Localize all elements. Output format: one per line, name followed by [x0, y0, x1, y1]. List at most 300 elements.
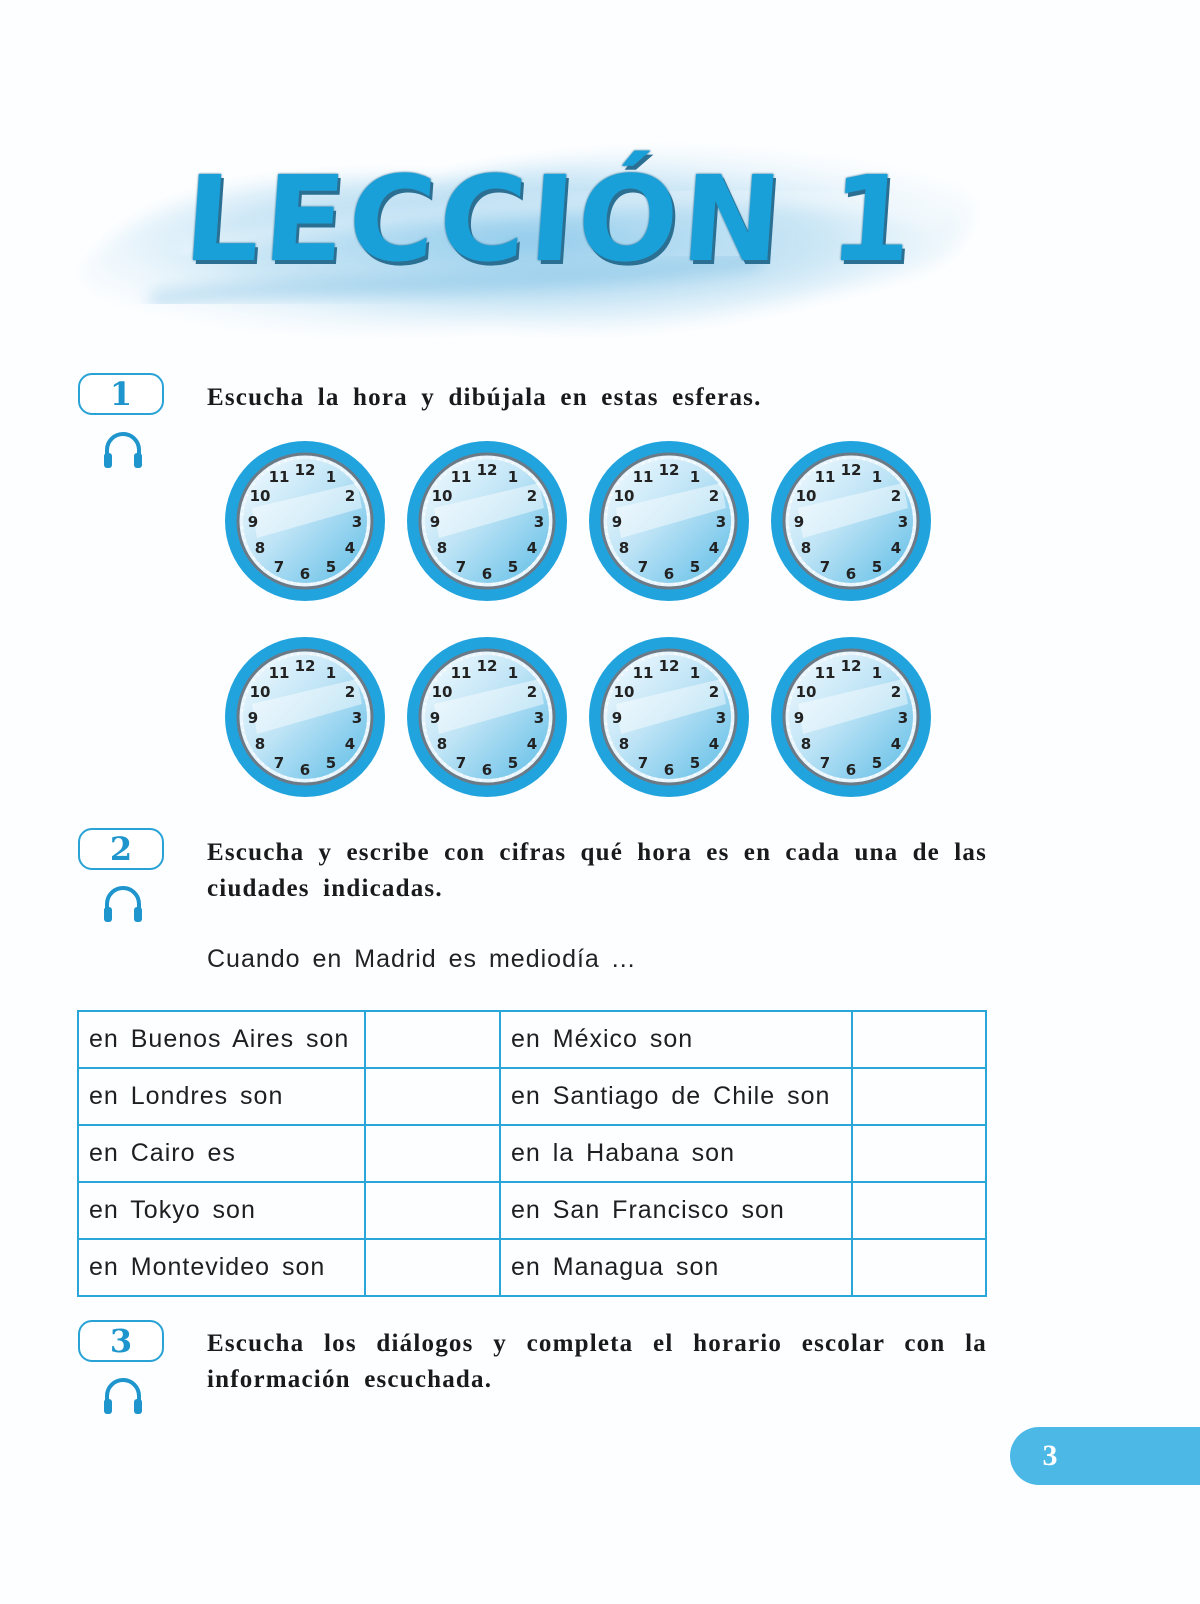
minute-tick	[913, 527, 915, 529]
answer-cell[interactable]	[365, 1011, 500, 1068]
clock-numeral: 8	[254, 539, 266, 557]
clock-numeral: 7	[819, 558, 831, 576]
minute-tick	[787, 709, 789, 711]
minute-tick	[606, 729, 608, 731]
minute-tick	[424, 507, 426, 509]
minute-tick	[426, 540, 428, 542]
minute-tick	[655, 654, 657, 656]
minute-tick	[362, 742, 364, 744]
minute-tick	[808, 473, 810, 475]
minute-tick	[912, 533, 914, 535]
minute-tick	[439, 674, 441, 676]
table-row	[78, 1068, 986, 1125]
minute-tick	[824, 462, 826, 464]
minute-tick	[792, 690, 794, 692]
minute-tick	[617, 557, 619, 559]
minute-tick	[608, 697, 610, 699]
lesson-title: LECCIÓN 1	[180, 150, 921, 288]
minute-tick	[913, 723, 915, 725]
minute-tick	[317, 458, 319, 460]
city-times-table	[77, 1010, 987, 1297]
minute-tick	[694, 658, 696, 660]
minute-tick	[423, 513, 425, 515]
minute-tick	[533, 758, 535, 760]
minute-tick	[792, 494, 794, 496]
headphones-icon	[101, 882, 145, 926]
minute-tick	[544, 546, 546, 548]
exercise-2-instruction: Escucha y escribe con cifras qué hora es en cada una de las ciudades indicadas.	[207, 839, 987, 902]
minute-tick	[506, 460, 508, 462]
city-label: en Managua son	[500, 1239, 852, 1296]
minute-tick	[863, 654, 865, 656]
clock-numeral: 10	[795, 683, 817, 701]
minute-tick	[610, 494, 612, 496]
minute-tick	[892, 669, 894, 671]
answer-cell[interactable]	[852, 1182, 986, 1239]
minute-tick	[285, 460, 287, 462]
minute-tick	[730, 507, 732, 509]
minute-tick	[843, 457, 845, 459]
minute-tick	[626, 763, 628, 765]
minute-tick	[435, 753, 437, 755]
minute-tick	[324, 580, 326, 582]
minute-tick	[730, 729, 732, 731]
minute-tick	[426, 697, 428, 699]
answer-cell[interactable]	[365, 1125, 500, 1182]
minute-tick	[897, 758, 899, 760]
minute-tick	[297, 583, 299, 585]
minute-tick	[426, 736, 428, 738]
minute-tick	[364, 736, 366, 738]
minute-tick	[278, 774, 280, 776]
minute-tick	[617, 483, 619, 485]
minute-tick	[324, 776, 326, 778]
minute-tick	[426, 501, 428, 503]
clock-face[interactable]	[404, 438, 570, 604]
minute-tick	[710, 669, 712, 671]
minute-tick	[291, 458, 293, 460]
minute-tick	[285, 656, 287, 658]
clock-numeral: 7	[455, 754, 467, 772]
minute-tick	[512, 774, 514, 776]
minute-tick	[479, 653, 481, 655]
minute-tick	[244, 697, 246, 699]
clock-face[interactable]	[768, 438, 934, 604]
minute-tick	[912, 729, 914, 731]
minute-tick	[506, 656, 508, 658]
minute-tick	[803, 674, 805, 676]
page-number: 3	[1042, 1439, 1058, 1472]
minute-tick	[621, 562, 623, 564]
minute-tick	[291, 582, 293, 584]
minute-tick	[311, 457, 313, 459]
minute-tick	[728, 736, 730, 738]
minute-tick	[901, 557, 903, 559]
minute-tick	[267, 469, 269, 471]
clock-numeral: 4	[344, 735, 356, 753]
minute-tick	[473, 458, 475, 460]
exercise-1-number: 1	[78, 373, 164, 415]
minute-tick	[544, 690, 546, 692]
answer-cell[interactable]	[365, 1239, 500, 1296]
minute-tick	[548, 729, 550, 731]
minute-tick	[788, 703, 790, 705]
minute-tick	[330, 658, 332, 660]
minute-tick	[544, 494, 546, 496]
minute-tick	[730, 703, 732, 705]
minute-tick	[910, 736, 912, 738]
minute-tick	[479, 457, 481, 459]
minute-tick	[726, 546, 728, 548]
answer-cell[interactable]	[852, 1125, 986, 1182]
minute-tick	[367, 527, 369, 529]
clock-numeral: 8	[436, 539, 448, 557]
minute-tick	[715, 674, 717, 676]
minute-tick	[439, 562, 441, 564]
minute-tick	[528, 763, 530, 765]
minute-tick	[449, 571, 451, 573]
minute-tick	[493, 779, 495, 781]
clock-face[interactable]	[222, 634, 388, 800]
clock-numeral: 7	[273, 558, 285, 576]
minute-tick	[523, 571, 525, 573]
clock-numeral: 5	[689, 754, 701, 772]
minute-tick	[278, 578, 280, 580]
minute-tick	[242, 729, 244, 731]
minute-tick	[824, 658, 826, 660]
clock-numeral: 1	[325, 468, 337, 486]
minute-tick	[870, 776, 872, 778]
minute-tick	[423, 709, 425, 711]
minute-tick	[367, 513, 369, 515]
minute-tick	[610, 546, 612, 548]
exercise-3-number: 3	[78, 1320, 164, 1362]
clock-numeral: 2	[708, 487, 720, 505]
clock-numeral: 6	[663, 565, 675, 583]
clock-numeral: 10	[249, 683, 271, 701]
minute-tick	[808, 567, 810, 569]
clock-numeral: 2	[344, 683, 356, 701]
minute-tick	[267, 767, 269, 769]
clock-numeral: 9	[793, 709, 805, 727]
minute-tick	[610, 742, 612, 744]
clock-face[interactable]	[404, 634, 570, 800]
minute-tick	[694, 462, 696, 464]
minute-tick	[621, 674, 623, 676]
minute-tick	[351, 758, 353, 760]
minute-tick	[661, 457, 663, 459]
minute-tick	[731, 527, 733, 529]
minute-tick	[341, 767, 343, 769]
minute-tick	[512, 462, 514, 464]
clock-face[interactable]	[586, 438, 752, 604]
minute-tick	[537, 753, 539, 755]
clock-numeral: 1	[871, 468, 883, 486]
city-label: en la Habana son	[500, 1125, 852, 1182]
minute-tick	[813, 767, 815, 769]
minute-tick	[887, 469, 889, 471]
headphones-icon	[101, 428, 145, 472]
minute-tick	[428, 494, 430, 496]
minute-tick	[710, 763, 712, 765]
minute-tick	[870, 580, 872, 582]
minute-tick	[792, 742, 794, 744]
city-label: en México son	[500, 1011, 852, 1068]
minute-tick	[246, 546, 248, 548]
clock-numeral: 12	[476, 657, 498, 675]
minute-tick	[863, 458, 865, 460]
minute-tick	[528, 669, 530, 671]
minute-tick	[297, 457, 299, 459]
minute-tick	[473, 582, 475, 584]
minute-tick	[311, 653, 313, 655]
clock-numeral: 5	[871, 754, 883, 772]
minute-tick	[423, 527, 425, 529]
city-label: en Cairo es	[78, 1125, 365, 1182]
minute-tick	[367, 723, 369, 725]
minute-tick	[246, 690, 248, 692]
minute-tick	[291, 778, 293, 780]
clock-numeral: 12	[658, 657, 680, 675]
minute-tick	[913, 709, 915, 711]
clock-numeral: 6	[845, 565, 857, 583]
minute-tick	[876, 462, 878, 464]
minute-tick	[330, 578, 332, 580]
minute-tick	[364, 697, 366, 699]
minute-tick	[346, 473, 348, 475]
minute-tick	[355, 753, 357, 755]
minute-tick	[843, 583, 845, 585]
minute-tick	[444, 763, 446, 765]
minute-tick	[253, 753, 255, 755]
minute-tick	[548, 507, 550, 509]
minute-tick	[719, 753, 721, 755]
minute-tick	[244, 736, 246, 738]
clock-numeral: 3	[351, 513, 363, 531]
minute-tick	[719, 557, 721, 559]
minute-tick	[479, 583, 481, 585]
minute-tick	[617, 753, 619, 755]
clock-numeral: 4	[890, 735, 902, 753]
minute-tick	[792, 546, 794, 548]
minute-tick	[621, 758, 623, 760]
minute-tick	[681, 778, 683, 780]
minute-tick	[897, 674, 899, 676]
minute-tick	[887, 665, 889, 667]
minute-tick	[351, 674, 353, 676]
minute-tick	[642, 774, 644, 776]
minute-tick	[710, 567, 712, 569]
minute-tick	[910, 697, 912, 699]
clock-numeral: 9	[429, 709, 441, 727]
minute-tick	[262, 669, 264, 671]
minute-tick	[605, 527, 607, 529]
minute-tick	[728, 540, 730, 542]
minute-tick	[642, 462, 644, 464]
clock-numeral: 4	[708, 539, 720, 557]
minute-tick	[824, 578, 826, 580]
minute-tick	[242, 507, 244, 509]
minute-tick	[857, 653, 859, 655]
minute-tick	[681, 458, 683, 460]
minute-tick	[241, 723, 243, 725]
minute-tick	[493, 457, 495, 459]
city-label: en Montevideo son	[78, 1239, 365, 1296]
minute-tick	[803, 562, 805, 564]
clock-grid	[222, 438, 982, 808]
minute-tick	[892, 763, 894, 765]
exercise-1-instruction: Escucha la hora y dibújala en estas esferas.	[207, 384, 762, 411]
minute-tick	[876, 578, 878, 580]
minute-tick	[241, 527, 243, 529]
clock-numeral: 5	[689, 558, 701, 576]
minute-tick	[257, 478, 259, 480]
minute-tick	[824, 774, 826, 776]
minute-tick	[605, 513, 607, 515]
clock-face[interactable]	[586, 634, 752, 800]
minute-tick	[512, 658, 514, 660]
minute-tick	[799, 557, 801, 559]
clock-numeral: 3	[897, 513, 909, 531]
clock-face[interactable]	[768, 634, 934, 800]
answer-cell[interactable]	[852, 1239, 986, 1296]
answer-cell[interactable]	[365, 1182, 500, 1239]
minute-tick	[887, 571, 889, 573]
minute-tick	[790, 697, 792, 699]
minute-tick	[608, 736, 610, 738]
minute-tick	[870, 460, 872, 462]
minute-tick	[901, 679, 903, 681]
minute-tick	[813, 571, 815, 573]
minute-tick	[324, 460, 326, 462]
minute-tick	[694, 774, 696, 776]
clock-numeral: 6	[481, 565, 493, 583]
minute-tick	[423, 723, 425, 725]
minute-tick	[787, 723, 789, 725]
clock-numeral: 8	[800, 735, 812, 753]
minute-tick	[897, 562, 899, 564]
clock-numeral: 10	[431, 487, 453, 505]
city-label: en Tokyo son	[78, 1182, 365, 1239]
clock-numeral: 11	[814, 664, 836, 682]
clock-numeral: 9	[247, 709, 259, 727]
clock-numeral: 3	[533, 709, 545, 727]
minute-tick	[244, 540, 246, 542]
minute-tick	[297, 653, 299, 655]
clock-numeral: 6	[663, 761, 675, 779]
answer-cell[interactable]	[852, 1068, 986, 1125]
minute-tick	[467, 776, 469, 778]
minute-tick	[341, 571, 343, 573]
clock-numeral: 12	[658, 461, 680, 479]
minute-tick	[726, 742, 728, 744]
minute-tick	[499, 582, 501, 584]
minute-tick	[863, 778, 865, 780]
minute-tick	[253, 679, 255, 681]
clock-numeral: 6	[299, 565, 311, 583]
minute-tick	[649, 580, 651, 582]
minute-tick	[715, 562, 717, 564]
minute-tick	[843, 779, 845, 781]
minute-tick	[631, 767, 633, 769]
minute-tick	[317, 778, 319, 780]
minute-tick	[705, 767, 707, 769]
minute-tick	[523, 469, 525, 471]
minute-tick	[546, 540, 548, 542]
minute-tick	[549, 513, 551, 515]
answer-cell[interactable]	[852, 1011, 986, 1068]
minute-tick	[549, 709, 551, 711]
clock-numeral: 5	[507, 558, 519, 576]
minute-tick	[731, 709, 733, 711]
minute-tick	[262, 763, 264, 765]
minute-tick	[610, 690, 612, 692]
minute-tick	[655, 778, 657, 780]
clock-numeral: 4	[344, 539, 356, 557]
minute-tick	[537, 483, 539, 485]
minute-tick	[549, 723, 551, 725]
minute-tick	[460, 578, 462, 580]
clock-numeral: 1	[507, 468, 519, 486]
minute-tick	[788, 729, 790, 731]
minute-tick	[537, 557, 539, 559]
minute-tick	[366, 533, 368, 535]
minute-tick	[675, 779, 677, 781]
minute-tick	[661, 583, 663, 585]
clock-numeral: 11	[814, 468, 836, 486]
minute-tick	[439, 478, 441, 480]
minute-tick	[523, 665, 525, 667]
clock-numeral: 2	[526, 487, 538, 505]
minute-tick	[317, 654, 319, 656]
minute-tick	[355, 557, 357, 559]
minute-tick	[642, 658, 644, 660]
minute-tick	[549, 527, 551, 529]
clock-numeral: 12	[294, 461, 316, 479]
clock-numeral: 6	[481, 761, 493, 779]
minute-tick	[710, 473, 712, 475]
minute-tick	[788, 533, 790, 535]
clock-face[interactable]	[222, 438, 388, 604]
clock-numeral: 9	[793, 513, 805, 531]
minute-tick	[788, 507, 790, 509]
clock-numeral: 8	[436, 735, 448, 753]
minute-tick	[728, 697, 730, 699]
minute-tick	[631, 665, 633, 667]
clock-numeral: 8	[800, 539, 812, 557]
minute-tick	[246, 742, 248, 744]
minute-tick	[351, 562, 353, 564]
minute-tick	[324, 656, 326, 658]
clock-numeral: 1	[871, 664, 883, 682]
minute-tick	[688, 580, 690, 582]
minute-tick	[705, 665, 707, 667]
minute-tick	[362, 494, 364, 496]
minute-tick	[444, 669, 446, 671]
minute-tick	[621, 478, 623, 480]
minute-tick	[341, 469, 343, 471]
minute-tick	[626, 669, 628, 671]
minute-tick	[605, 723, 607, 725]
minute-tick	[262, 567, 264, 569]
clock-numeral: 3	[715, 513, 727, 531]
minute-tick	[606, 507, 608, 509]
answer-cell[interactable]	[365, 1068, 500, 1125]
minute-tick	[467, 656, 469, 658]
minute-tick	[366, 507, 368, 509]
minute-tick	[449, 665, 451, 667]
minute-tick	[506, 776, 508, 778]
